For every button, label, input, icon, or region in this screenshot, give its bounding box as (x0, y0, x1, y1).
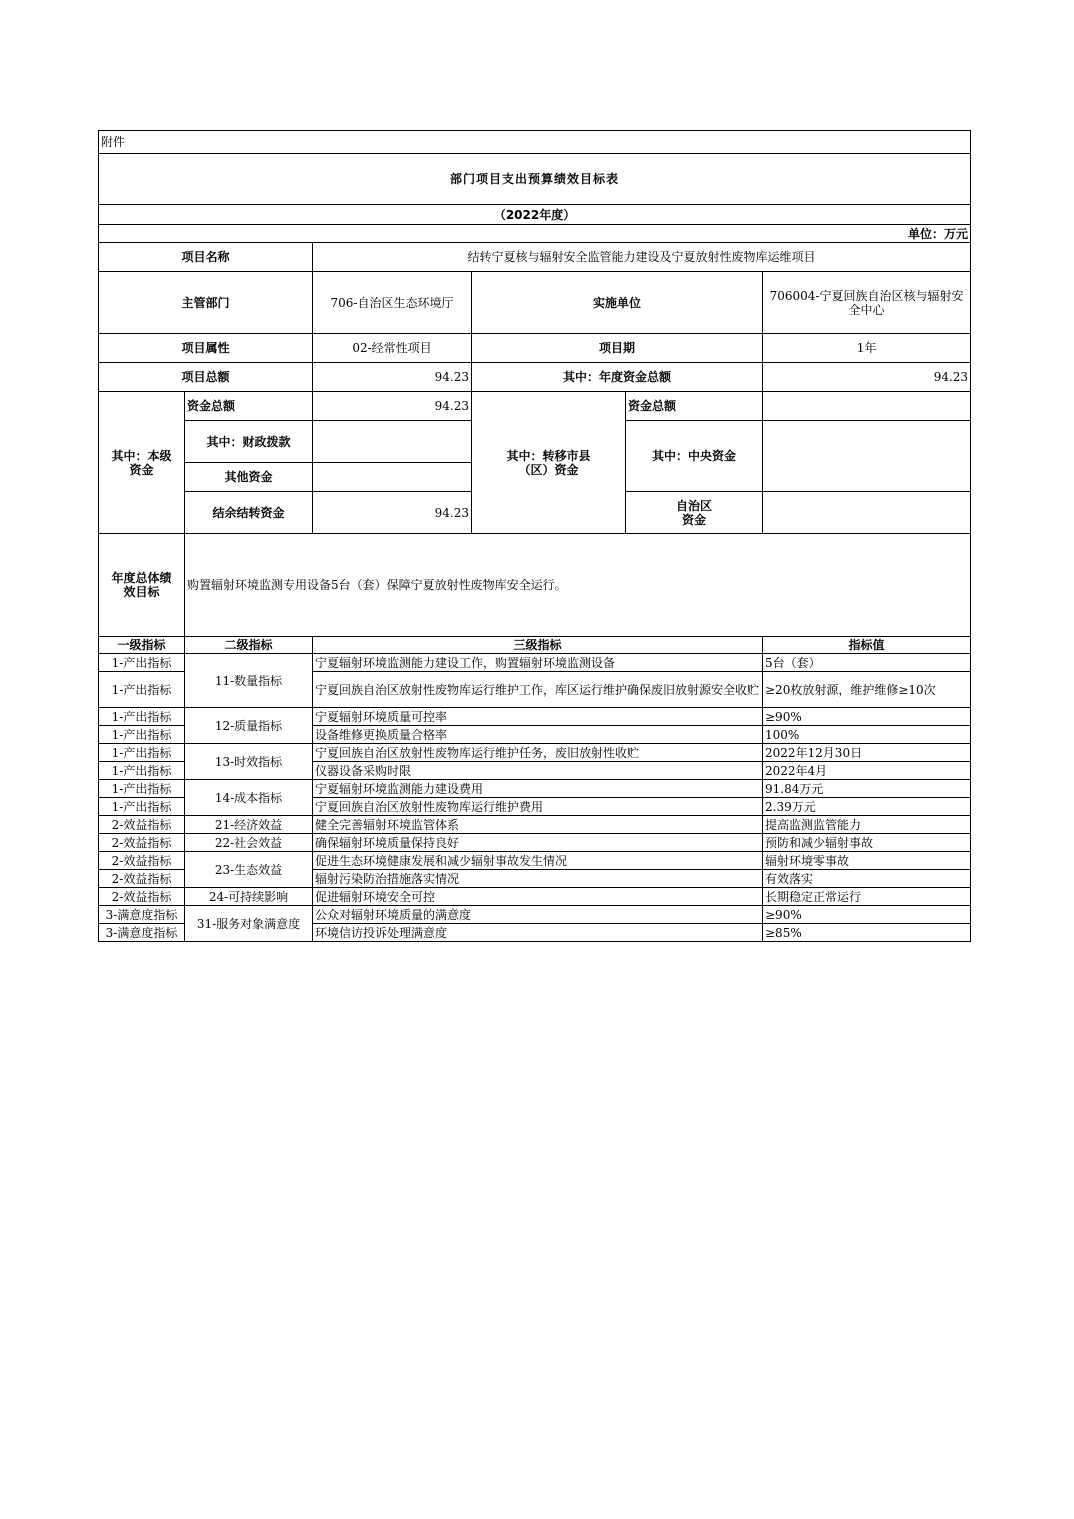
row-l2: 14-成本指标 (185, 780, 313, 816)
row-value: 2022年12月30日 (763, 744, 971, 762)
row-l3: 促进辐射环境安全可控 (313, 888, 763, 906)
row-l2: 11-数量指标 (185, 654, 313, 708)
annual-goal-label: 年度总体绩效目标 (99, 534, 185, 637)
row-l1: 1-产出指标 (99, 708, 185, 726)
attachment-label: 附件 (99, 131, 971, 154)
fiscal-label: 其中：财政拨款 (185, 421, 313, 463)
row-l3: 宁夏辐射环境监测能力建设工作，购置辐射环境监测设备 (313, 654, 763, 672)
central-fund-label: 其中：中央资金 (626, 421, 763, 492)
row-l3: 宁夏辐射环境监测能力建设费用 (313, 780, 763, 798)
row-l1: 1-产出指标 (99, 780, 185, 798)
row-value: 辐射环境零事故 (763, 852, 971, 870)
local-fund-total-value: 94.23 (313, 392, 472, 421)
row-l3: 宁夏回族自治区放射性废物库运行维护工作，库区运行维护确保废旧放射源安全收贮 (313, 672, 763, 708)
row-l1: 2-效益指标 (99, 852, 185, 870)
row-l1: 2-效益指标 (99, 870, 185, 888)
region-fund-value (763, 492, 971, 534)
transfer-fund-label: 其中：转移市县（区）资金 (472, 392, 626, 534)
local-fund-total-label: 资金总额 (185, 392, 313, 421)
row-l3: 公众对辐射环境质量的满意度 (313, 906, 763, 924)
period-label: 项目期 (472, 334, 763, 363)
central-fund-value (763, 421, 971, 492)
row-l1: 2-效益指标 (99, 816, 185, 834)
row-l2: 22-社会效益 (185, 834, 313, 852)
row-l2: 13-时效指标 (185, 744, 313, 780)
other-fund-value (313, 463, 472, 492)
row-value: 91.84万元 (763, 780, 971, 798)
row-l3: 辐射污染防治措施落实情况 (313, 870, 763, 888)
performance-target-table (98, 130, 971, 942)
row-value: 提高监测监管能力 (763, 816, 971, 834)
header-l3: 三级指标 (313, 637, 763, 654)
unit-label: 单位：万元 (99, 225, 971, 243)
fiscal-value (313, 421, 472, 463)
row-l3: 健全完善辐射环境监管体系 (313, 816, 763, 834)
transfer-fund-total-value (763, 392, 971, 421)
total-value: 94.23 (313, 363, 472, 392)
row-l3: 确保辐射环境质量保持良好 (313, 834, 763, 852)
row-l2: 31-服务对象满意度 (185, 906, 313, 942)
region-fund-label: 自治区资金 (626, 492, 763, 534)
total-label: 项目总额 (99, 363, 313, 392)
impl-label: 实施单位 (472, 272, 763, 334)
row-value: ≥20枚放射源，维护维修≥10次 (763, 672, 971, 708)
row-l1: 1-产出指标 (99, 762, 185, 780)
row-l1: 1-产出指标 (99, 744, 185, 762)
project-name-label: 项目名称 (99, 243, 313, 272)
attr-value: 02-经常性项目 (313, 334, 472, 363)
row-l3: 环境信访投诉处理满意度 (313, 924, 763, 942)
row-l1: 2-效益指标 (99, 888, 185, 906)
row-l1: 1-产出指标 (99, 798, 185, 816)
row-l3: 仪器设备采购时限 (313, 762, 763, 780)
local-fund-label: 其中：本级资金 (99, 392, 185, 534)
annual-label: 其中：年度资金总额 (472, 363, 763, 392)
row-l3: 宁夏辐射环境质量可控率 (313, 708, 763, 726)
year-label: （2022年度） (99, 205, 971, 225)
carry-fund-value: 94.23 (313, 492, 472, 534)
annual-goal-text: 购置辐射环境监测专用设备5台（套）保障宁夏放射性废物库安全运行。 (185, 534, 971, 637)
header-l1: 一级指标 (99, 637, 185, 654)
row-value: ≥90% (763, 906, 971, 924)
row-l1: 3-满意度指标 (99, 906, 185, 924)
row-l3: 宁夏回族自治区放射性废物库运行维护任务，废旧放射性收贮 (313, 744, 763, 762)
row-l3: 设备维修更换质量合格率 (313, 726, 763, 744)
row-l2: 21-经济效益 (185, 816, 313, 834)
dept-value: 706-自治区生态环境厅 (313, 272, 472, 334)
row-value: 2.39万元 (763, 798, 971, 816)
row-l2: 24-可持续影响 (185, 888, 313, 906)
period-value: 1年 (763, 334, 971, 363)
row-l1: 1-产出指标 (99, 654, 185, 672)
transfer-fund-total-label: 资金总额 (626, 392, 763, 421)
row-l1: 1-产出指标 (99, 672, 185, 708)
carry-fund-label: 结余结转资金 (185, 492, 313, 534)
row-l3: 促进生态环境健康发展和减少辐射事故发生情况 (313, 852, 763, 870)
header-value: 指标值 (763, 637, 971, 654)
row-value: 2022年4月 (763, 762, 971, 780)
row-value: ≥85% (763, 924, 971, 942)
row-value: 5台（套） (763, 654, 971, 672)
other-fund-label: 其他资金 (185, 463, 313, 492)
row-value: 预防和减少辐射事故 (763, 834, 971, 852)
header-l2: 二级指标 (185, 637, 313, 654)
row-value: 100% (763, 726, 971, 744)
row-l1: 3-满意度指标 (99, 924, 185, 942)
dept-label: 主管部门 (99, 272, 313, 334)
impl-value: 706004-宁夏回族自治区核与辐射安全中心 (763, 272, 971, 334)
row-l1: 1-产出指标 (99, 726, 185, 744)
row-value: 有效落实 (763, 870, 971, 888)
annual-value: 94.23 (763, 363, 971, 392)
row-l1: 2-效益指标 (99, 834, 185, 852)
row-l2: 12-质量指标 (185, 708, 313, 744)
row-l3: 宁夏回族自治区放射性废物库运行维护费用 (313, 798, 763, 816)
project-name-value: 结转宁夏核与辐射安全监管能力建设及宁夏放射性废物库运维项目 (313, 243, 971, 272)
page-title: 部门项目支出预算绩效目标表 (99, 154, 971, 205)
row-value: ≥90% (763, 708, 971, 726)
row-l2: 23-生态效益 (185, 852, 313, 888)
attr-label: 项目属性 (99, 334, 313, 363)
row-value: 长期稳定正常运行 (763, 888, 971, 906)
